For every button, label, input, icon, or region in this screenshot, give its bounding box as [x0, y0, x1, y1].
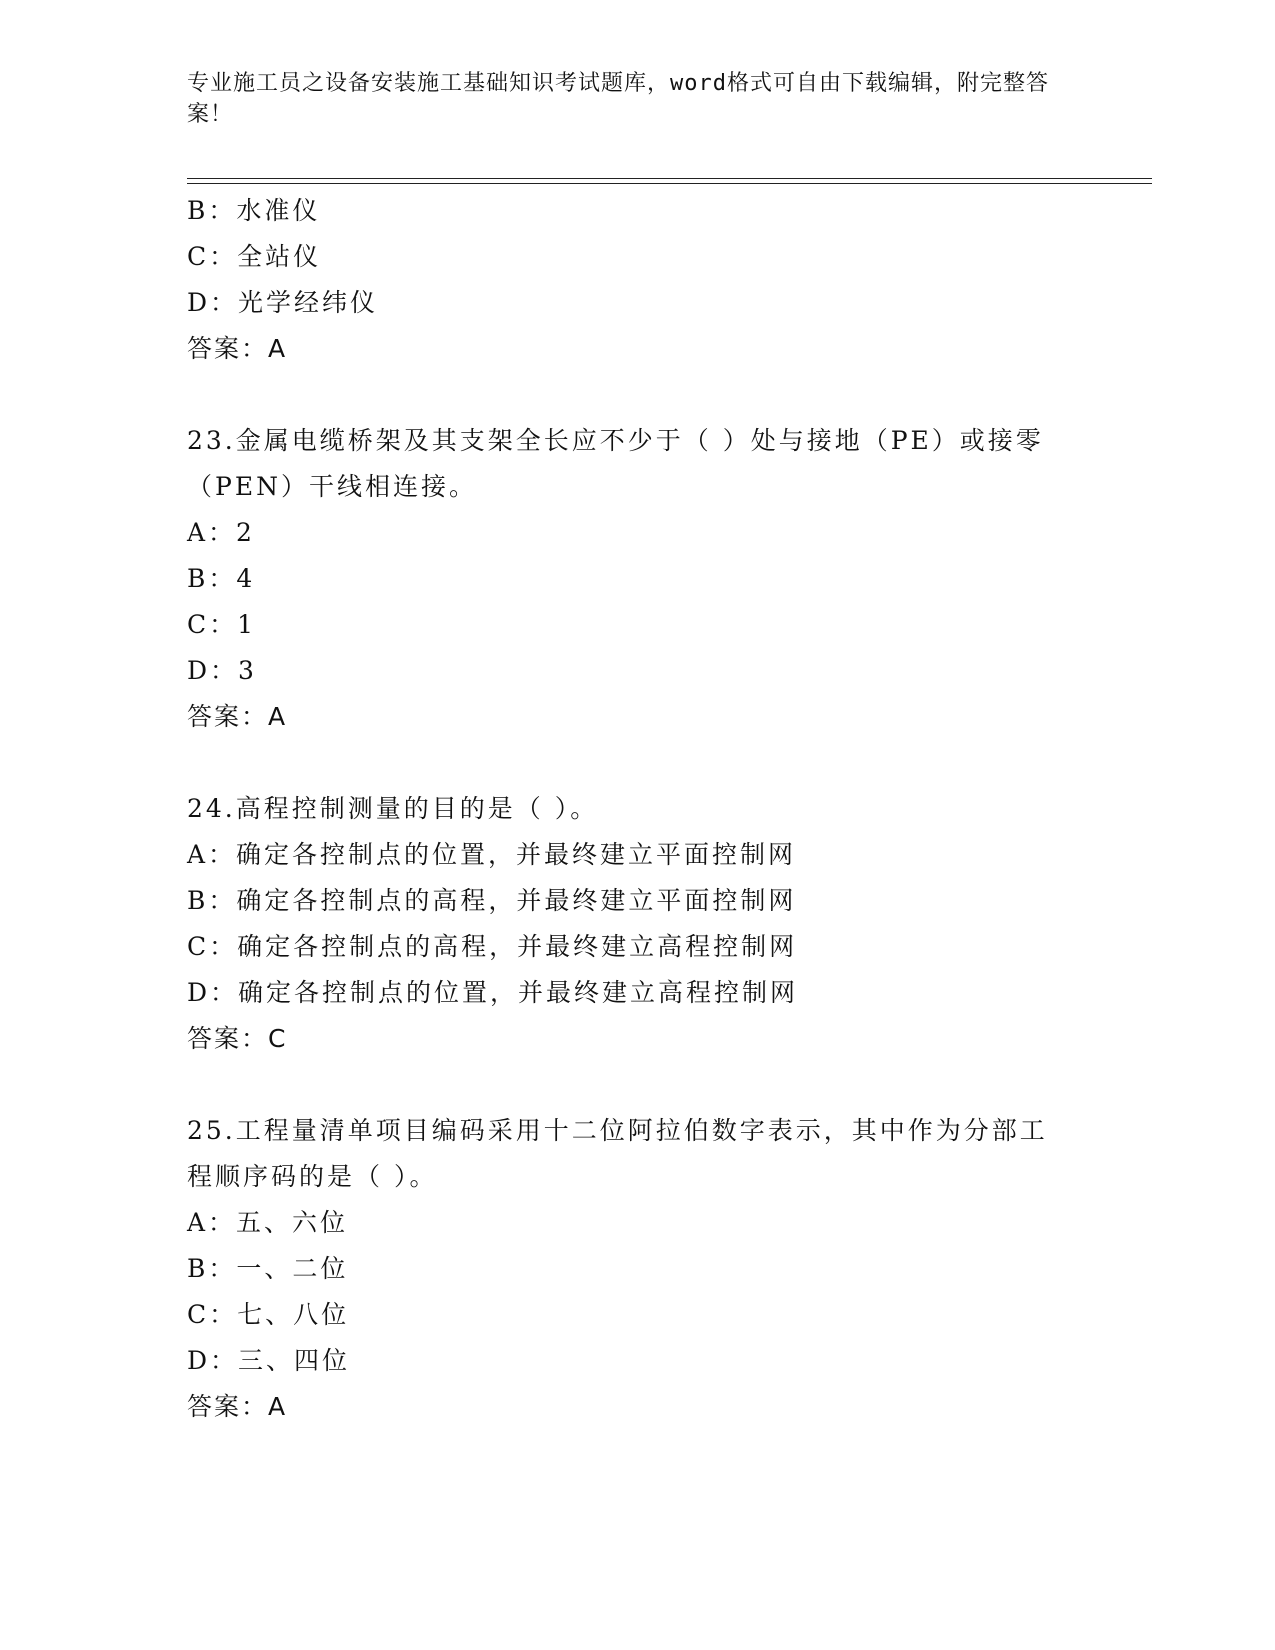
answer: 答案：A — [187, 334, 288, 363]
option-d: D：三、四位 — [187, 1346, 351, 1375]
header-divider-top — [187, 178, 1152, 179]
option-c: C：1 — [187, 610, 257, 639]
document-header: 专业施工员之设备安装施工基础知识考试题库，word格式可自由下载编辑，附完整答案！ — [187, 71, 1049, 127]
spacer — [187, 372, 1087, 418]
option-d: D：确定各控制点的位置，并最终建立高程控制网 — [187, 978, 799, 1007]
question-24 — [187, 786, 1087, 1062]
question-22-tail — [187, 188, 1087, 372]
question-list — [187, 188, 1087, 1430]
question-25 — [187, 1108, 1087, 1430]
option-b: B：4 — [187, 564, 256, 593]
question-23 — [187, 418, 1087, 740]
spacer — [187, 1062, 1087, 1108]
question-stem: 25.工程量清单项目编码采用十二位阿拉伯数字表示，其中作为分部工程顺序码的是（ ）。 — [187, 1116, 1048, 1191]
option-b: B：确定各控制点的高程，并最终建立平面控制网 — [187, 886, 797, 915]
option-b: B：水准仪 — [187, 196, 321, 225]
option-c: C：全站仪 — [187, 242, 322, 271]
answer: 答案：A — [187, 702, 288, 731]
header-divider-bottom — [187, 183, 1152, 184]
option-b: B：一、二位 — [187, 1254, 349, 1283]
spacer — [187, 740, 1087, 786]
question-stem: 23.金属电缆桥架及其支架全长应不少于（ ）处与接地（PE）或接零（PEN）干线相连接。 — [187, 426, 1044, 501]
option-a: A：2 — [187, 518, 255, 547]
option-c: C：七、八位 — [187, 1300, 350, 1329]
answer: 答案：C — [187, 1024, 288, 1053]
option-a: A：五、六位 — [187, 1208, 349, 1237]
option-d: D：3 — [187, 656, 257, 685]
answer: 答案：A — [187, 1392, 288, 1421]
option-c: C：确定各控制点的高程，并最终建立高程控制网 — [187, 932, 798, 961]
question-stem: 24.高程控制测量的目的是（ ）。 — [187, 794, 599, 823]
option-a: A：确定各控制点的位置，并最终建立平面控制网 — [187, 840, 797, 869]
option-d: D：光学经纬仪 — [187, 288, 379, 317]
